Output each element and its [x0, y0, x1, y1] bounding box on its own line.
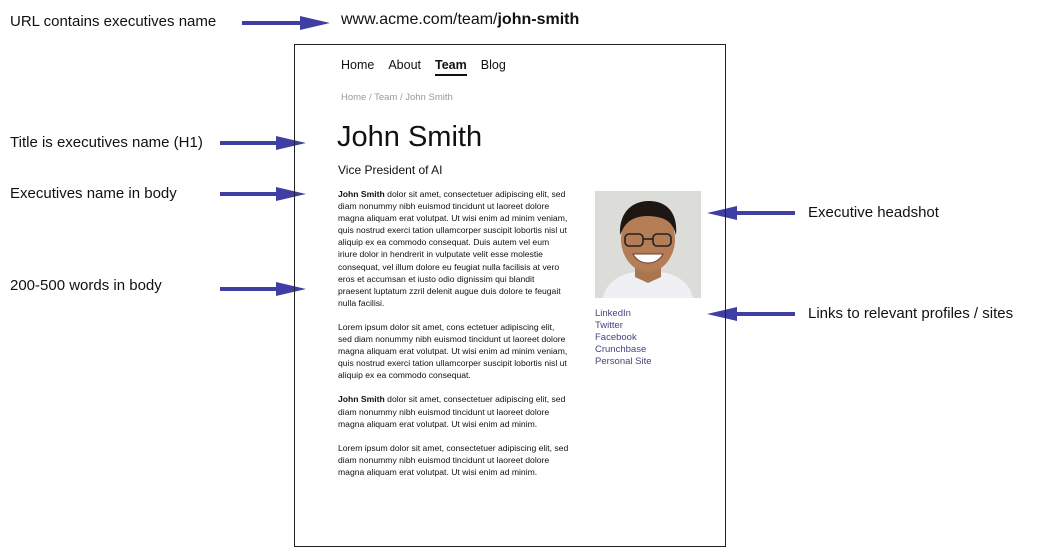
- annotation-links: Links to relevant profiles / sites: [808, 305, 1014, 322]
- annotation-headshot: Executive headshot: [808, 204, 939, 221]
- nav-item-blog[interactable]: Blog: [480, 58, 506, 72]
- arrow-right-icon: [242, 16, 330, 30]
- body-paragraph-text: Lorem ipsum dolor sit amet, cons ectetuer adipiscing elit, sed diam nonummy nibh euismod tincidunt ut laoreet dolore magna aliquam erat volutpat. Ut wisi enim ad minim veniam, quis nostrud exerci tation ullamcorper suscipit lobortis nisl ut aliquip ex ea commodo consequat.: [338, 321, 568, 381]
- body-paragraph: [338, 393, 570, 429]
- nav-item-home[interactable]: Home: [341, 58, 375, 72]
- body-name-bold: John Smith: [338, 189, 385, 199]
- annotation-url: URL contains executives name: [10, 13, 217, 30]
- page-title: John Smith: [337, 121, 483, 153]
- url-example: [341, 11, 579, 29]
- body-name-bold: John Smith: [338, 394, 385, 405]
- nav-item-team[interactable]: Team: [435, 58, 467, 76]
- executive-headshot: [595, 191, 701, 298]
- body-text: [338, 188, 570, 490]
- nav-item-about[interactable]: About: [388, 58, 422, 72]
- url-prefix: www.acme.com/team/: [341, 11, 498, 28]
- person-headshot-icon: [595, 191, 701, 298]
- link-twitter[interactable]: Twitter: [595, 320, 623, 331]
- url-slug: john-smith: [497, 11, 580, 28]
- annotation-title: Title is executives name (H1): [10, 134, 203, 151]
- annotation-body-name: Executives name in body: [10, 185, 177, 202]
- link-linkedin[interactable]: LinkedIn: [595, 308, 631, 319]
- body-paragraph-text: dolor sit amet, consectetuer adipiscing elit, sed diam nonummy nibh euismod tincidunt ut laoreet dolore magna aliquam erat volutpat. Ut wisi enim ad minim.: [338, 394, 566, 429]
- annotation-word-count: 200-500 words in body: [10, 277, 162, 294]
- body-paragraph-text: dolor sit amet, consectetuer adipiscing elit, sed diam nonummy nibh euismod tincidunt ut laoreet dolore magna aliquam erat volutpat. Ut wisi enim ad minim veniam, quis nostrud exerci tation ullamcorper suscipit lobortis nisl ut aliquip ex ea commodo consequat. Duis autem vel eum iriure dolor in hendrerit in vulputate velit esse molestie consequat, vel illum dolore eu feugiat nulla facilisis at vero eros et accumsan et iusto odio dignissim qui blandit praesent luptatum zzril delenit augue duis dolore te feugait nulla facilisi.: [338, 189, 568, 308]
- link-crunchbase[interactable]: Crunchbase: [595, 344, 647, 355]
- site-nav: [341, 58, 506, 76]
- link-facebook[interactable]: Facebook: [595, 332, 637, 343]
- body-paragraph-text: Lorem ipsum dolor sit amet, consectetuer adipiscing elit, sed diam nonummy nibh euismod tincidunt ut laoreet dolore magna aliquam erat volutpat. Ut wisi enim ad minim.: [338, 442, 569, 477]
- profile-links: [595, 308, 652, 368]
- link-personal-site[interactable]: Personal Site: [595, 356, 652, 367]
- body-paragraph: [338, 442, 570, 478]
- breadcrumb: Home / Team / John Smith: [341, 92, 453, 103]
- body-paragraph: [338, 321, 570, 381]
- page-subtitle: Vice President of AI: [338, 163, 443, 177]
- body-paragraph: [338, 188, 570, 309]
